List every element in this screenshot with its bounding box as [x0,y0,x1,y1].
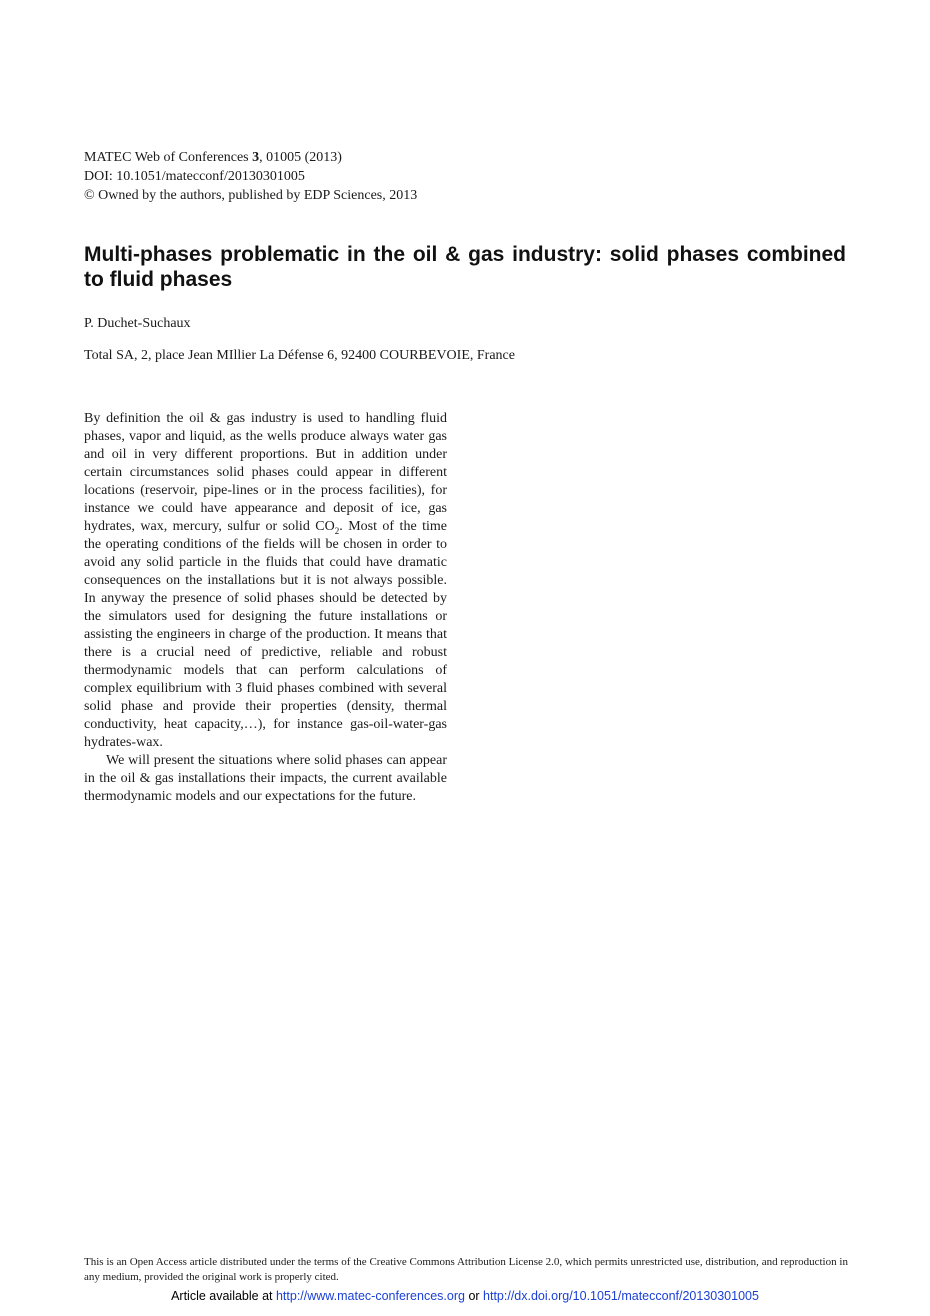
journal-volume: 3 [252,150,260,165]
abstract-paragraph-1 [84,410,447,752]
doi-link[interactable]: http://dx.doi.org/10.1051/matecconf/20130301005 [483,1289,759,1303]
journal-copyright: © Owned by the authors, published by EDP Sciences, 2013 [84,188,418,203]
abstract [84,410,447,806]
article-availability-footer [0,1289,930,1303]
journal-name: MATEC Web of Conferences [84,150,249,165]
journal-article-year: , 01005 (2013) [259,150,342,165]
abstract-paragraph-2: We will present the situations where solid phases can appear in the oil & gas installations their impacts, the current available thermodynamic models and our expectations for the future. [84,753,447,804]
journal-doi: DOI: 10.1051/matecconf/20130301005 [84,169,305,184]
license-notice: This is an Open Access article distributed under the terms of the Creative Commons Attribution License 2.0, which permits unrestricted use, distribution, and reproduction in any medium, provided the original work is properly cited. [84,1256,848,1283]
author-name: P. Duchet-Suchaux [84,316,191,331]
author-affiliation: Total SA, 2, place Jean MIllier La Défense 6, 92400 COURBEVOIE, France [84,348,515,363]
footer-or: or [464,1289,484,1303]
footer-prefix: Article available at [171,1289,276,1303]
co2-subscript: 2 [334,525,340,536]
journal-citation [84,148,417,167]
abstract-p1-part2: . Most of the time the operating conditions of the fields will be chosen in order to avoid any solid particle in the fluids that could have dramatic consequences on the installations but it is not always possible. In anyway the presence of solid phases should be detected by the simulators used for designing the future installations or assisting the engineers in charge of the production. It means that there is a crucial need of predictive, reliable and robust thermodynamic models that can perform calculations of complex equilibrium with 3 fluid phases combined with several solid phase and provide their properties (density, thermal conductivity, heat capacity,…), for instance gas-oil-water-gas hydrates-wax. [84,519,448,750]
matec-website-link[interactable]: http://www.matec-conferences.org [275,1289,465,1303]
journal-header [84,148,417,205]
paper-title: Multi-phases problematic in the oil & gas industry: solid phases combined to fluid phases [84,243,846,291]
abstract-p1-part1: By definition the oil & gas industry is used to handling fluid phases, vapor and liquid, as the wells produce always water gas and oil in very different proportions. But in addition under certain circumstances solid phases could appear in different locations (reservoir, pipe-lines or in the process facilities), for instance we could have appearance and deposit of ice, gas hydrates, wax, mercury, sulfur or solid CO [84,411,447,534]
